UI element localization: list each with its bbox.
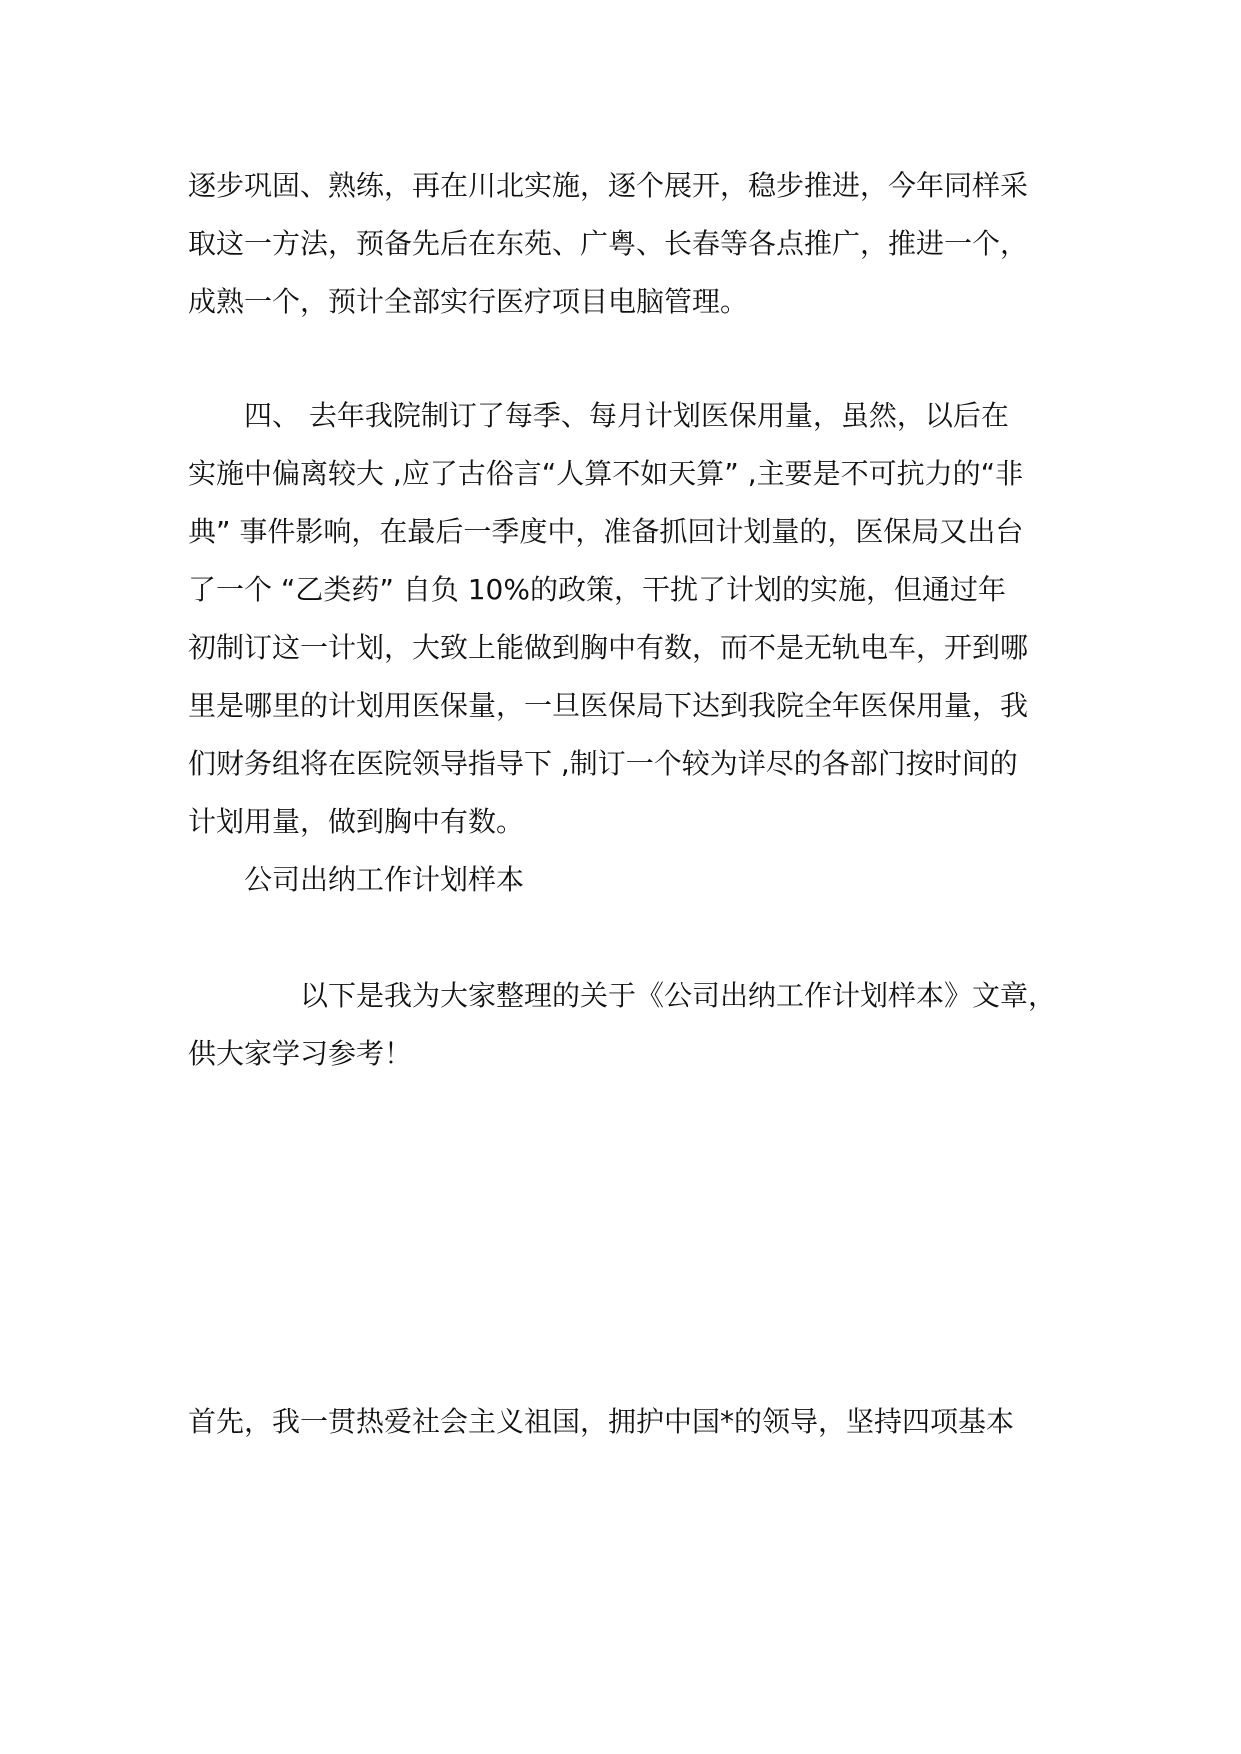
text-line: 逐步巩固、熟练，再在川北实施，逐个展开，稳步推进，今年同样采 [188,169,1029,202]
text-line: 们财务组将在医院领导指导下 ,制订一个较为详尽的各部门按时间的 [188,747,1018,780]
intro-line: 以下是我为大家整理的关于《公司出纳工作计划样本》文章， [300,979,1057,1012]
text-line: 计划用量，做到胸中有数。 [188,805,525,838]
section-four-first-line: 四、 去年我院制订了每季、每月计划医保用量，虽然，以后在 [244,399,1009,432]
text-line: 首先，我一贯热爱社会主义祖国，拥护中国*的领导，坚持四项基本 [188,1405,1015,1438]
text-line: 典” 事件影响，在最后一季度中，准备抓回计划量的，医保局又出台 [188,515,1024,548]
text-line: 了一个 “乙类药” 自负 10%的政策，干扰了计划的实施，但通过年 [188,573,1006,606]
text-line: 取这一方法，预备先后在东苑、广粤、长春等各点推广，推进一个， [188,227,1029,260]
text-line: 里是哪里的计划用医保量，一旦医保局下达到我院全年医保用量，我 [188,689,1029,722]
article-title: 公司出纳工作计划样本 [244,863,525,896]
text-line: 成熟一个，预计全部实行医疗项目电脑管理。 [188,285,749,318]
text-line: 实施中偏离较大 ,应了古俗言“人算不如天算” ,主要是不可抗力的“非 [188,457,1024,490]
text-line: 初制订这一计划，大致上能做到胸中有数，而不是无轨电车，开到哪 [188,631,1029,664]
text-line: 供大家学习参考！ [188,1037,413,1070]
